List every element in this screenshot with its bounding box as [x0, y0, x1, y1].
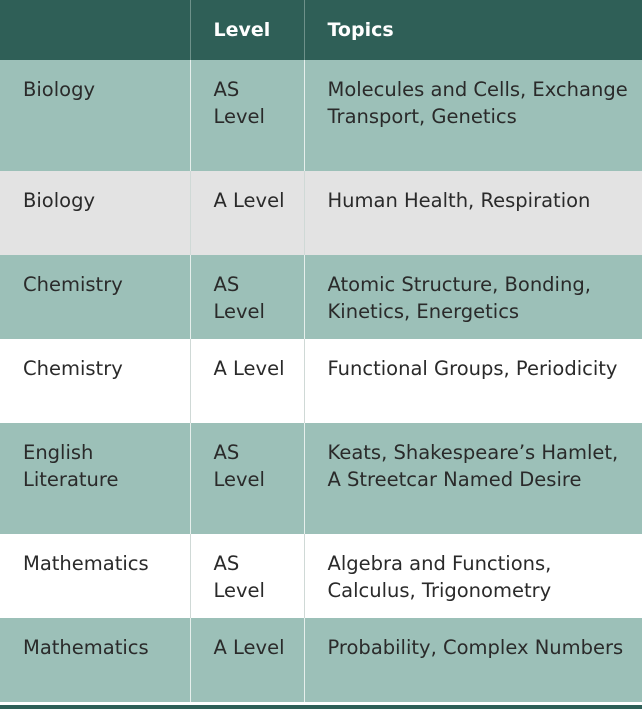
header-subject [0, 0, 190, 60]
cell-topics: Probability, Complex Numbers [304, 618, 642, 702]
table-row [0, 423, 642, 534]
cell-level: A Level [190, 618, 304, 702]
table-row [0, 339, 642, 423]
cell-topics: Keats, Shakespeare’s Hamlet, A Streetcar Named Desire [304, 423, 642, 534]
cell-level: AS Level [190, 423, 304, 534]
table-row [0, 534, 642, 618]
cell-level: AS Level [190, 534, 304, 618]
cell-level: AS Level [190, 60, 304, 171]
table-row [0, 60, 642, 171]
table-body [0, 60, 642, 702]
cell-topics: Atomic Structure, Bonding, Kinetics, Energetics [304, 255, 642, 339]
cell-subject: Biology [23, 189, 95, 212]
cell-topics: Molecules and Cells, Exchange Transport, Genetics [304, 60, 642, 171]
table-row [0, 255, 642, 339]
cell-subject: Chemistry [23, 273, 123, 296]
cell-subject: Chemistry [23, 357, 123, 380]
table-row [0, 171, 642, 255]
header-level: Level [190, 0, 304, 60]
cell-subject: English Literature [23, 441, 119, 491]
table-header [0, 0, 642, 60]
cell-subject: Mathematics [23, 636, 149, 659]
cell-level: A Level [190, 171, 304, 255]
table-row [0, 618, 642, 702]
header-row [0, 0, 642, 60]
cell-topics: Algebra and Functions, Calculus, Trigonometry [304, 534, 642, 618]
cell-level: AS Level [190, 255, 304, 339]
cell-subject: Biology [23, 78, 95, 101]
cell-topics: Human Health, Respiration [304, 171, 642, 255]
cell-topics: Functional Groups, Periodicity [304, 339, 642, 423]
cell-subject: Mathematics [23, 552, 149, 575]
cell-level: A Level [190, 339, 304, 423]
header-topics: Topics [304, 0, 642, 60]
